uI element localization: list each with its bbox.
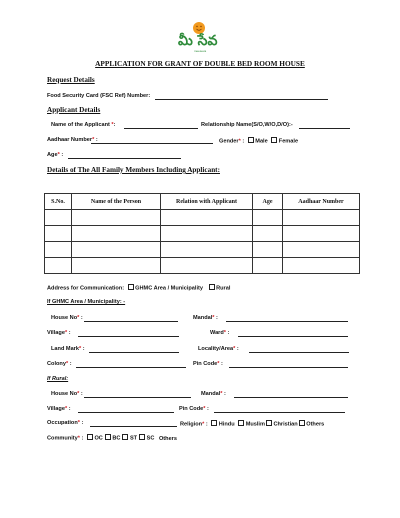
religion-muslim-label: Muslim — [245, 421, 265, 428]
form-title: APPLICATION FOR GRANT OF DOUBLE BED ROOM HOUSE — [95, 59, 305, 68]
table-cell[interactable] — [253, 242, 283, 258]
request-details-heading: Request Details — [47, 76, 95, 84]
fsc-label: Food Security Card (FSC Ref) Number: — [47, 93, 151, 99]
community-st-checkbox[interactable] — [122, 434, 128, 440]
gender-female-label: Female — [278, 138, 299, 145]
rural-label: Rural — [216, 285, 231, 292]
col-age: Age — [253, 194, 283, 210]
village-input[interactable] — [78, 336, 179, 337]
community-others-label: Others — [158, 435, 177, 442]
community-label: Community — [47, 435, 78, 442]
table-cell[interactable] — [283, 210, 360, 226]
relation-name-label: Relationship Name(S/O,W/O,D/O):- — [201, 122, 293, 128]
landmark-input[interactable] — [89, 352, 179, 353]
religion-christian-checkbox[interactable] — [266, 420, 272, 426]
applicant-details-heading: Applicant Details — [47, 106, 101, 114]
community-oc-label: OC — [94, 435, 103, 442]
age-input[interactable] — [68, 158, 181, 159]
table-cell[interactable] — [283, 226, 360, 242]
table-cell[interactable] — [45, 242, 72, 258]
aadhaar-input[interactable] — [91, 143, 213, 144]
comm-address-label: Address for Communication: — [47, 285, 125, 292]
rural-checkbox[interactable] — [209, 284, 215, 290]
table-cell[interactable] — [72, 226, 161, 242]
table-cell[interactable] — [161, 210, 253, 226]
community-sc-label: SC — [146, 435, 155, 442]
col-person-name: Name of the Person — [72, 194, 161, 210]
ghmc-label: GHMC Area / Municipality — [135, 285, 204, 292]
landmark-label: Land Mark* : — [51, 346, 85, 352]
family-table-header — [45, 194, 360, 210]
house-no-input[interactable] — [84, 321, 178, 322]
community-bc-checkbox[interactable] — [105, 434, 111, 440]
gender-group: Gender* : Male Female — [219, 138, 299, 145]
community-bc-label: BC — [112, 435, 121, 442]
family-members-table — [44, 193, 360, 274]
ghmc-checkbox[interactable] — [128, 284, 134, 290]
colony-label: Colony* : — [47, 361, 72, 367]
table-cell[interactable] — [45, 226, 72, 242]
religion-hindu-checkbox[interactable] — [211, 420, 217, 426]
gender-label: Gender — [219, 138, 239, 145]
religion-hindu-label: Hindu — [218, 421, 235, 428]
ward-input[interactable] — [238, 336, 348, 337]
religion-christian-label: Christian — [273, 421, 298, 428]
col-relation: Relation with Applicant — [161, 194, 253, 210]
mandal-label: Mandal* : — [193, 315, 218, 321]
logo-text: మీ సేవ — [178, 33, 218, 49]
table-cell[interactable] — [161, 226, 253, 242]
table-cell[interactable] — [283, 258, 360, 274]
comm-address-group — [47, 284, 230, 292]
rural-house-no-input[interactable] — [84, 397, 191, 398]
age-label: Age* : — [47, 152, 64, 158]
meeseva-logo — [172, 20, 226, 54]
fsc-input[interactable] — [155, 99, 328, 100]
religion-others-label: Others — [306, 421, 325, 428]
table-cell[interactable] — [253, 210, 283, 226]
house-no-label: House No* : — [51, 315, 83, 321]
rural-house-no-label: House No* : — [51, 391, 83, 397]
locality-input[interactable] — [249, 352, 349, 353]
table-cell[interactable] — [161, 258, 253, 274]
gender-male-label: Male — [255, 138, 268, 145]
village-label: Village* : — [47, 330, 71, 336]
relation-name-input[interactable] — [299, 128, 350, 129]
colony-input[interactable] — [76, 367, 186, 368]
gender-female-checkbox[interactable] — [271, 137, 277, 143]
col-sno: S.No. — [45, 194, 72, 210]
religion-muslim-checkbox[interactable] — [238, 420, 244, 426]
community-sc-checkbox[interactable] — [139, 434, 145, 440]
religion-others-checkbox[interactable] — [299, 420, 305, 426]
religion-group: Religion* : Hindu Muslim Christian Others — [180, 421, 325, 428]
rural-pincode-input[interactable] — [214, 412, 345, 413]
rural-mandal-input[interactable] — [234, 397, 348, 398]
table-cell[interactable] — [253, 226, 283, 242]
religion-label: Religion — [180, 421, 203, 428]
gender-male-checkbox[interactable] — [248, 137, 254, 143]
applicant-name-label: Name of the Applicant *: — [51, 122, 116, 128]
table-row — [45, 242, 360, 258]
logo-subtitle: meeseva — [194, 49, 207, 53]
rural-village-input[interactable] — [78, 412, 174, 413]
applicant-name-input[interactable] — [124, 128, 198, 129]
table-row — [45, 258, 360, 274]
occupation-input[interactable] — [90, 426, 177, 427]
table-cell[interactable] — [45, 258, 72, 274]
col-aadhaar: Aadhaar Number — [283, 194, 360, 210]
rural-pincode-label: Pin Code* : — [179, 406, 209, 412]
table-row — [45, 226, 360, 242]
family-details-heading: Details of The All Family Members Including Applicant: — [47, 166, 220, 174]
community-st-label: ST — [129, 435, 138, 442]
rural-mandal-label: Mandal* : — [201, 391, 226, 397]
community-oc-checkbox[interactable] — [87, 434, 93, 440]
pincode-label: Pin Code* : — [193, 361, 223, 367]
rural-village-label: Village* : — [47, 406, 71, 412]
table-cell[interactable] — [45, 210, 72, 226]
pincode-input[interactable] — [229, 367, 348, 368]
table-cell[interactable] — [72, 210, 161, 226]
table-row — [45, 210, 360, 226]
ward-label: Ward* : — [210, 330, 230, 336]
community-group: Community* : OC BC ST SC Others — [47, 435, 177, 442]
table-cell[interactable] — [283, 242, 360, 258]
table-cell[interactable] — [161, 242, 253, 258]
table-cell[interactable] — [72, 242, 161, 258]
occupation-label: Occupation* : — [47, 420, 84, 426]
table-cell[interactable] — [72, 258, 161, 274]
aadhaar-label: Aadhaar Number* : — [47, 137, 98, 143]
rural-heading: If Rural: — [47, 376, 69, 382]
ghmc-heading: If GHMC Area / Municipality: - — [47, 299, 126, 305]
table-cell[interactable] — [253, 258, 283, 274]
mandal-input[interactable] — [226, 321, 348, 322]
locality-label: Locality/Area* : — [198, 346, 239, 352]
